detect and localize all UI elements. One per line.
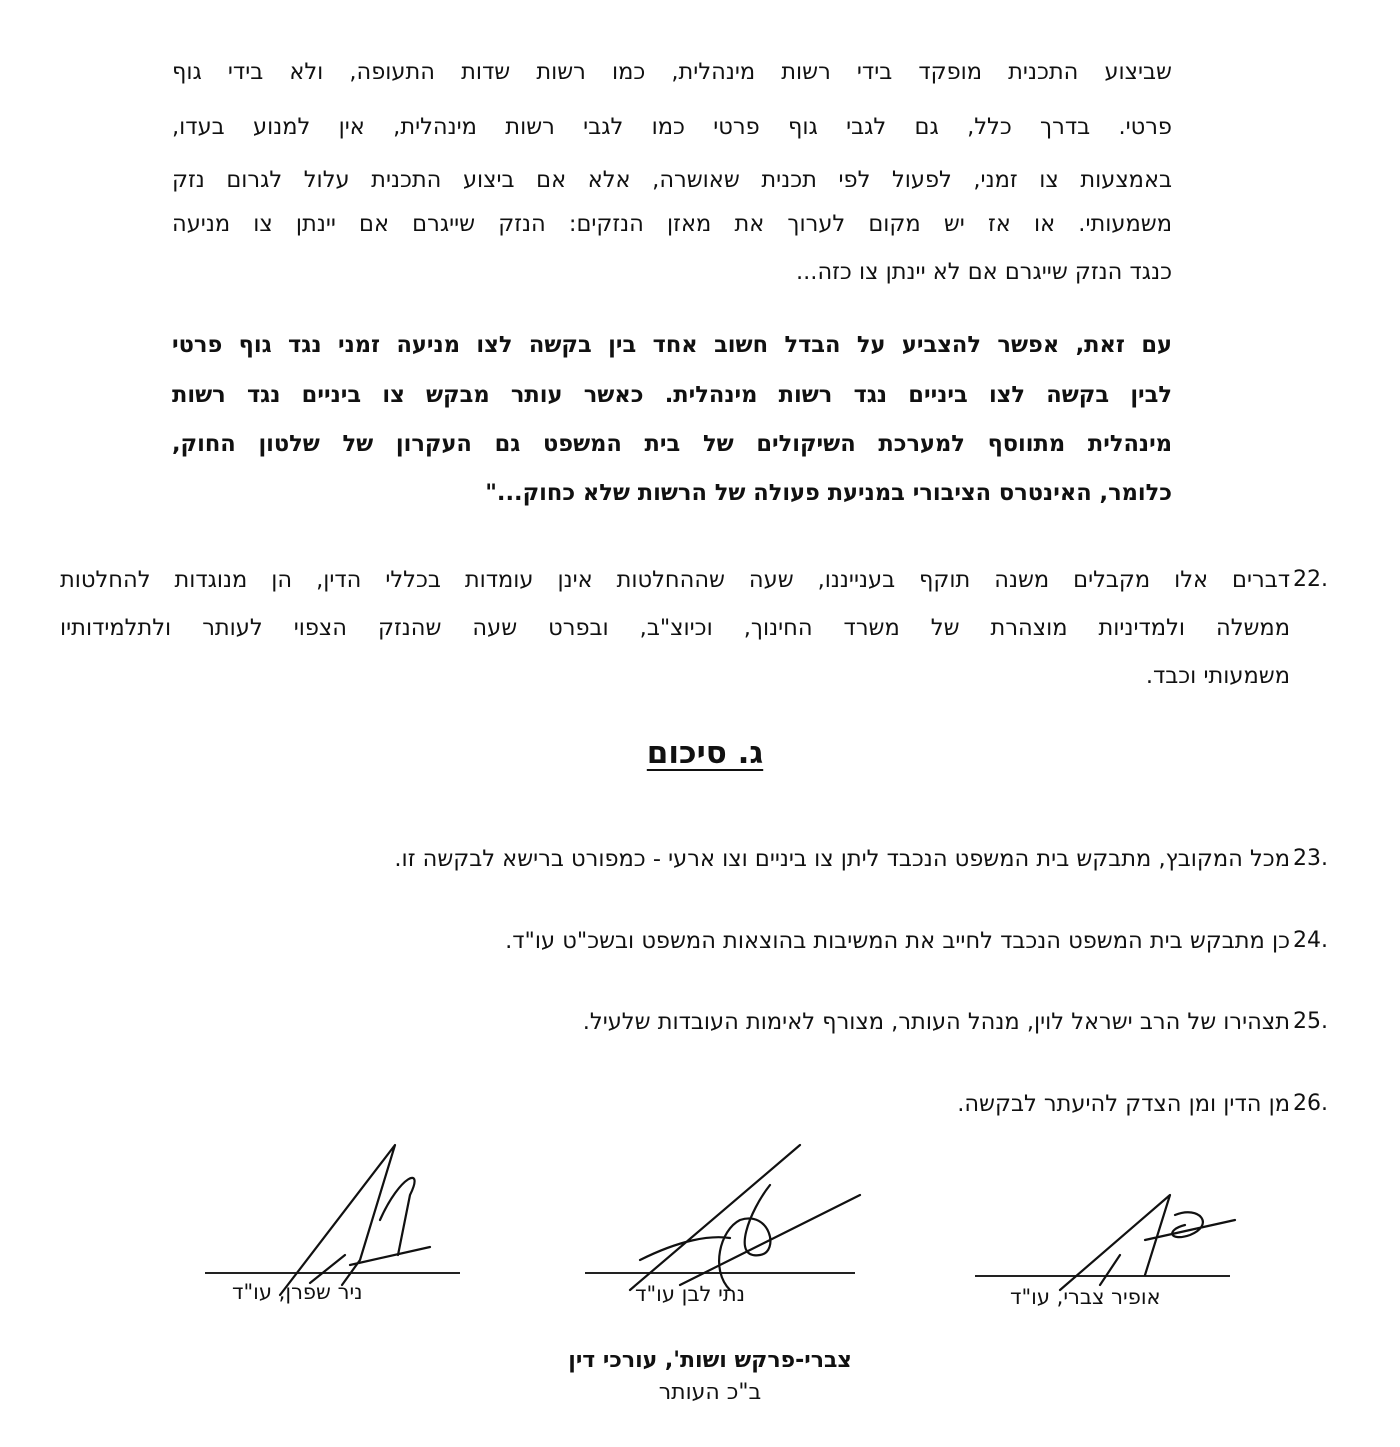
item-text: מכל המקובץ, מתבקש בית המשפט הנכבד ליתן צו ביניים וצו ארעי - כמפורט ברישא לבקשה זו. — [394, 846, 1290, 872]
quote-line: פרטי. בדרך כלל, גם לגבי גוף פרטי כמו לגבי רשות מינהלית, אין למנוע בעדו, — [172, 114, 1172, 140]
paragraph-line: משמעותי וכבד. — [1145, 663, 1290, 689]
representation-label: ב"כ העותר — [658, 1380, 762, 1405]
law-firm-name: צברי-פרקש ושות', עורכי דין — [568, 1348, 852, 1373]
item-number: 25. — [1293, 1009, 1328, 1034]
item-text: תצהירו של הרב ישראל לוין, מנהל העותר, מצורף לאימות העובדות שלעיל. — [582, 1009, 1290, 1035]
signatory-name: אופיר צברי, עו"ד — [1010, 1285, 1161, 1309]
item-number: 23. — [1293, 846, 1328, 871]
quote-line: שביצוע התכנית מופקד בידי רשות מינהלית, כמו רשות שדות התעופה, ולא בידי גוף — [172, 59, 1172, 85]
paragraph-line: ממשלה ולמדיניות מוצהרת של משרד החינוך, וכיוצ"ב, ובפרט שעה שהנזק הצפוי לעותר ולתלמידותיו — [60, 615, 1290, 641]
quote-bold-line: עם זאת, אפשר להצביע על הבדל חשוב אחד בין בקשה לצו מניעה זמני נגד גוף פרטי — [172, 332, 1172, 358]
item-number: 26. — [1293, 1091, 1328, 1116]
item-text: מן הדין ומן הצדק להיעתר לבקשה. — [957, 1091, 1290, 1117]
section-heading: ג. סיכום — [646, 735, 764, 771]
item-text: כן מתבקש בית המשפט הנכבד לחייב את המשיבות בהוצאות המשפט ובשכ"ט עו"ד. — [505, 928, 1290, 954]
quote-line: משמעותי. או אז יש מקום לערוך את מאזן הנזקים: הנזק שייגרם אם יינתן צו מניעה — [172, 211, 1172, 237]
handwritten-signature — [1040, 1180, 1240, 1300]
item-number: 24. — [1293, 928, 1328, 953]
quote-bold-line: לבין בקשה לצו ביניים נגד רשות מינהלית. כאשר עותר מבקש צו ביניים נגד רשות — [172, 382, 1172, 408]
signatory-name: ניר שפרן, עו"ד — [232, 1280, 363, 1304]
quote-bold-line: כלומר, האינטרס הציבורי במניעת פעולה של הרשות שלא כחוק..." — [485, 480, 1172, 506]
quote-bold-line: מינהלית מתווסף למערכת השיקולים של בית המשפט גם העקרון של שלטון החוק, — [172, 431, 1172, 457]
signatory-name: נתי לבן עו"ד — [635, 1282, 746, 1306]
paragraph-line: דברים אלו מקבלים משנה תוקף בענייננו, שעה שההחלטות אינן עומדות בכללי הדין, הן מנוגדות להחלטות — [60, 567, 1290, 593]
paragraph-number: 22. — [1293, 567, 1328, 592]
handwritten-signature — [620, 1140, 880, 1305]
quote-line: באמצעות צו זמני, לפעול לפי תכנית שאושרה, אלא אם ביצוע התכנית עלול לגרום נזק — [172, 167, 1172, 193]
quote-line: כנגד הנזק שייגרם אם לא יינתן צו כזה... — [795, 259, 1172, 285]
